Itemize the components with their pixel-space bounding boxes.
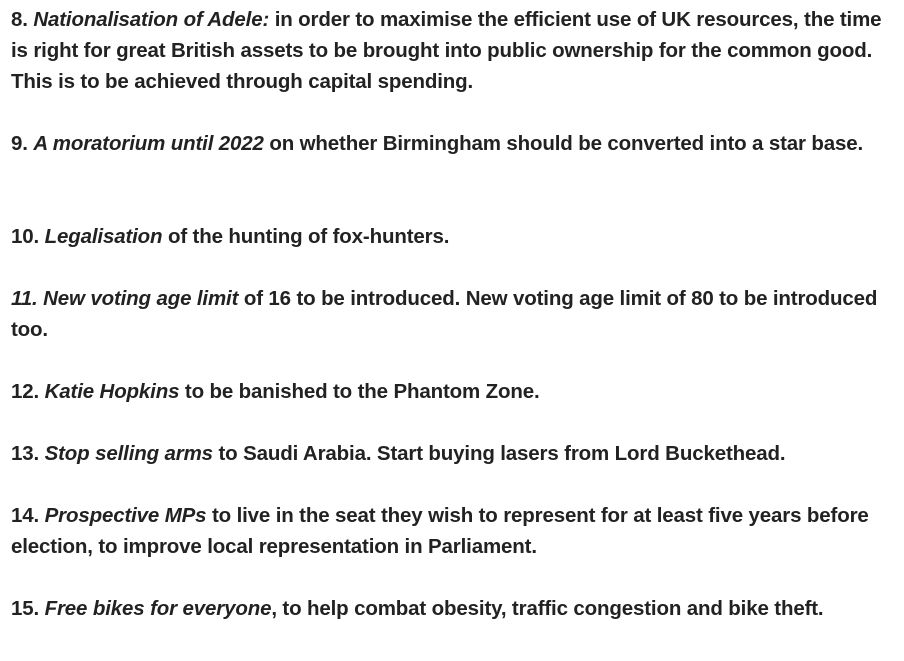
item-emphasis: Stop selling arms (44, 442, 213, 465)
item-text: in order to maximise the efficient use of UK resources, the time is right for great British assets to be brought into public ownership for the common good. This is to be achieved through capital spending. (11, 8, 882, 93)
item-text: of 16 to be introduced. New voting age limit of 80 to be introduced too. (11, 287, 878, 341)
item-emphasis: Nationalisation of Adele: (33, 8, 270, 31)
manifesto-item-15 (11, 593, 896, 624)
item-number: 14. (11, 504, 40, 527)
item-text: of the hunting of fox-hunters. (162, 225, 450, 248)
manifesto-item-10 (11, 221, 896, 252)
manifesto-item-9 (11, 128, 896, 159)
item-emphasis: Prospective MPs (44, 504, 207, 527)
manifesto-item-12 (11, 376, 896, 407)
item-emphasis: Katie Hopkins (44, 380, 180, 403)
item-number: 11. (11, 287, 38, 310)
item-emphasis: Legalisation (44, 225, 163, 248)
manifesto-item-13 (11, 438, 896, 469)
item-emphasis: Free bikes for everyone (44, 597, 272, 620)
item-number: 15. (11, 597, 40, 620)
item-text: to be banished to the Phantom Zone. (179, 380, 540, 403)
manifesto-item-14 (11, 500, 896, 562)
item-number: 8. (11, 8, 28, 31)
manifesto-item-11 (11, 283, 896, 345)
manifesto-item-8 (11, 4, 896, 97)
item-number: 9. (11, 132, 28, 155)
item-number: 13. (11, 442, 40, 465)
item-number: 12. (11, 380, 40, 403)
item-text: to live in the seat they wish to represent for at least five years before election, to improve local representation in Parliament. (11, 504, 869, 558)
item-text: on whether Birmingham should be converted into a star base. (263, 132, 864, 155)
item-text: , to help combat obesity, traffic congestion and bike theft. (271, 597, 824, 620)
item-number: 10. (11, 225, 40, 248)
item-text: to Saudi Arabia. Start buying lasers from Lord Buckethead. (212, 442, 786, 465)
item-emphasis: A moratorium until 2022 (33, 132, 264, 155)
item-emphasis: New voting age limit (43, 287, 239, 310)
